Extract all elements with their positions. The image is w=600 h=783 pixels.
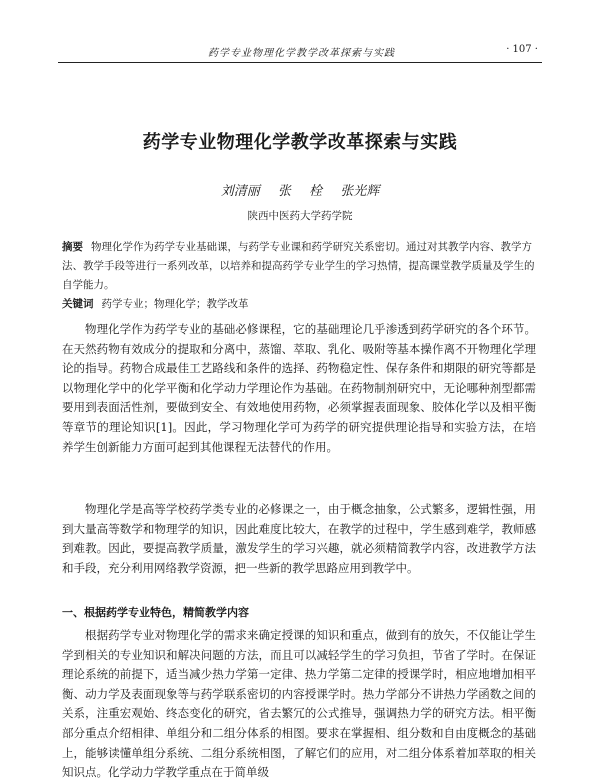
keywords-label: 关键词 (62, 298, 94, 310)
article-affiliation: 陕西中医药大学药学院 (247, 210, 353, 222)
body-paragraph-3: 根据药学专业对物理化学的需求来确定授课的知识和重点，做到有的放矢，不仅能让学生学到相关的专业知识和解决问题的方法，而且可以减轻学生的学习负担，节省了学时。在保证理论系统的前提下，适当减少热力学第一定律、热力学第二定律的授课学时，相应地增加相平衡、动力学及表面现象等与药学联系密切的内容授课学时。热力学部分不讲热力学函数之间的关系，注重宏观始、终态变化的研究，省去繁冗的公式推导，强调热力学的研究方法。相平衡部分重点介绍相律、单组分和二组分体系的相图。要求在掌握相、组分数和自由度概念的基础上，能够读懂单组分系统、二组分系统相图，了解它们的应用，对二组分体系着加萃取的相关知识点。化学动力学教学重点在于简单级 (62, 628, 536, 780)
keywords (62, 295, 536, 314)
page-number: · 107 · (506, 44, 538, 55)
section-heading-1: 一、根据药学专业特色，精简教学内容 (62, 606, 249, 619)
article-authors: 刘清丽 张 栓 张光辉 (220, 184, 380, 199)
abstract (62, 238, 536, 295)
article-title: 药学专业物理化学教学改革探索与实践 (142, 132, 458, 153)
abstract-label: 摘要 (62, 241, 83, 253)
running-header (58, 40, 542, 63)
body-paragraph-2: 物理化学是高等学校药学类专业的必修课之一，由于概念抽象，公式繁多，逻辑性强，用到大量高等数学和物理学的知识，因此难度比较大，在教学的过程中，学生感到难学，教师感到难教。因此，要提高教学质量，激发学生的学习兴趣，就必须精简教学内容，改进教学方法和手段，充分利用网络教学资源，把一些新的教学思路应用到教学中。 (62, 502, 536, 575)
running-title: 药学专业物理化学教学改革探索与实践 (208, 48, 395, 59)
body-paragraph-1: 物理化学作为药学专业的基础必修课程，它的基础理论几乎渗透到药学研究的各个环节。在天然药物有效成分的提取和分离中，蒸馏、萃取、乳化、吸附等基本操作离不开物理化学理论的指导。药物合成最佳工艺路线和条件的选择、药物稳定性、保存条件和期限的研究等都是以物理化学中的化学平衡和化学动力学理论作为基础。在药物制剂研究中，无论哪种剂型都需要用到表面活性剂，要做到安全、有效地使用药物，必须掌握表面现象、胶体化学以及相平衡等章节的理论知识[1]。因此，学习物理化学可为药学的研究提供理论指导和实验方法，在培养学生创新能力方面可起到其他课程无法替代的作用。 (62, 322, 536, 454)
abstract-text: 物理化学作为药学专业基础课，与药学专业课和药学研究关系密切。通过对其教学内容、教学方法、教学手段等进行一系列改革，以培养和提高药学专业学生的学习热情，提高课堂教学质量及学生的自学能力。 (62, 241, 535, 291)
keywords-text: 药学专业；物理化学；教学改革 (101, 298, 249, 310)
